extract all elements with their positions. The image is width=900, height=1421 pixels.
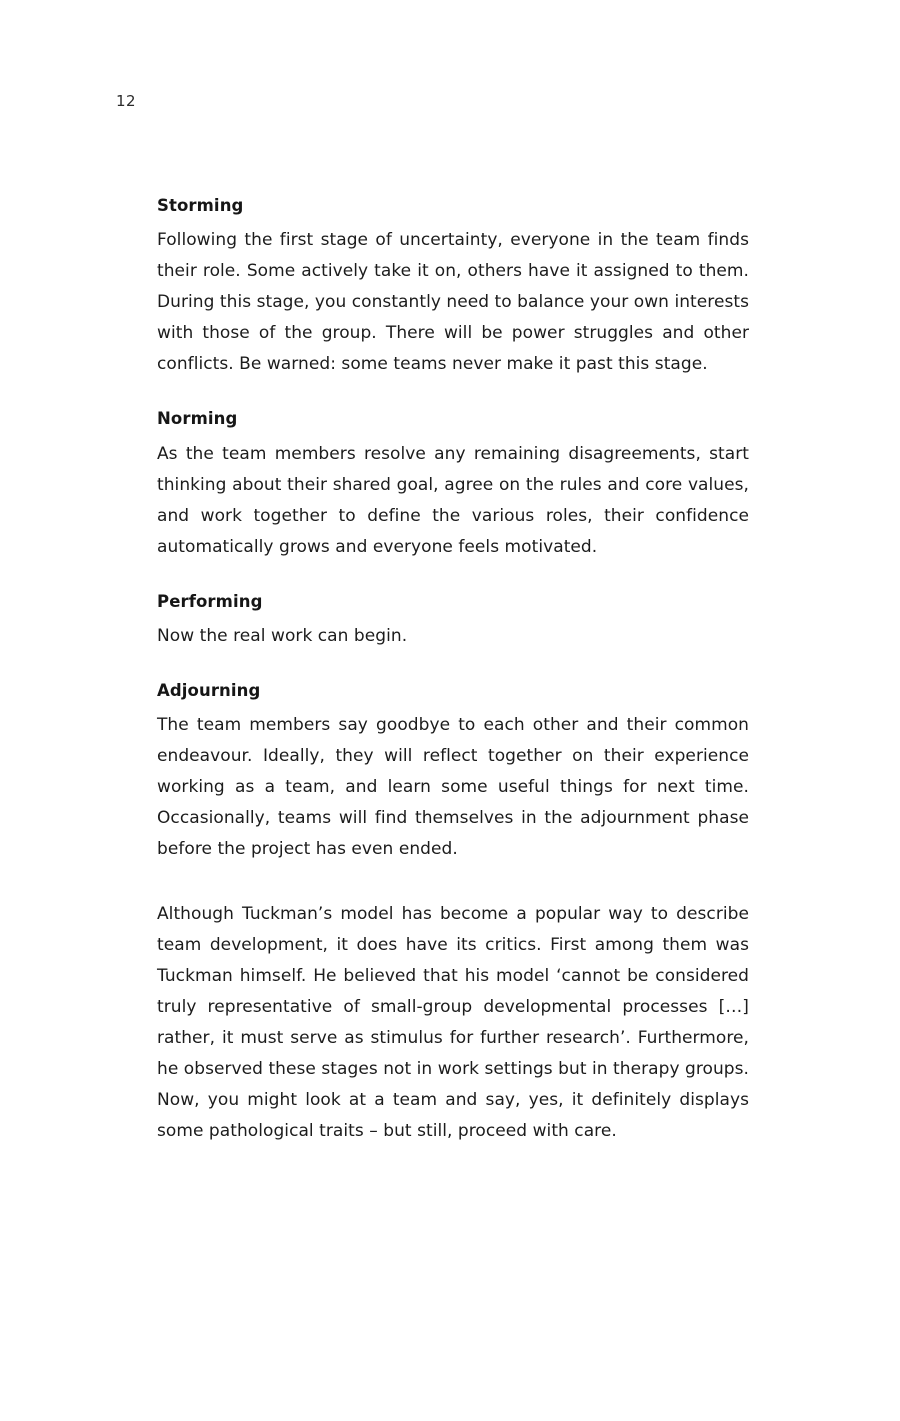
section-storming [157,195,749,380]
closing-paragraph: Although Tuckman’s model has become a popular way to describe team development, it does have its critics. First among them was Tuckman himself. He believed that his model ‘cannot be considered truly representative of small-group developmental processes […] rather, it must serve as stimulus for further research’. Furthermore, he observed these stages not in work settings but in therapy groups. Now, you might look at a team and say, yes, it definitely displays some pathological traits – but still, proceed with care. [157,904,749,1142]
section-adjourning [157,680,749,865]
section-paragraph: Following the first stage of uncertainty, everyone in the team finds their role. Some actively take it on, others have it assigned to them. During this stage, you constantly need to balance your own interests with those of the group. There will be power struggles and other conflicts. Be warned: some teams never make it past this stage. [157,230,749,375]
section-paragraph: The team members say goodbye to each other and their common endeavour. Ideally, they will reflect together on their experience working as a team, and learn some useful things for next time. Occasionally, teams will find themselves in the adjournment phase before the project has even ended. [157,715,749,860]
section-paragraph: As the team members resolve any remaining disagreements, start thinking about their shared goal, agree on the rules and core values, and work together to define the various roles, their confidence automatically grows and everyone feels motivated. [157,443,749,557]
section-paragraph: Now the real work can begin. [157,625,408,646]
section-heading: Storming [157,196,244,215]
section-heading: Norming [157,409,238,429]
section-norming [157,408,749,562]
page-content [157,195,749,1147]
section-performing [157,591,749,652]
section-heading: Performing [157,591,263,611]
page-number: 12 [116,92,137,110]
section-heading: Adjourning [157,680,261,700]
